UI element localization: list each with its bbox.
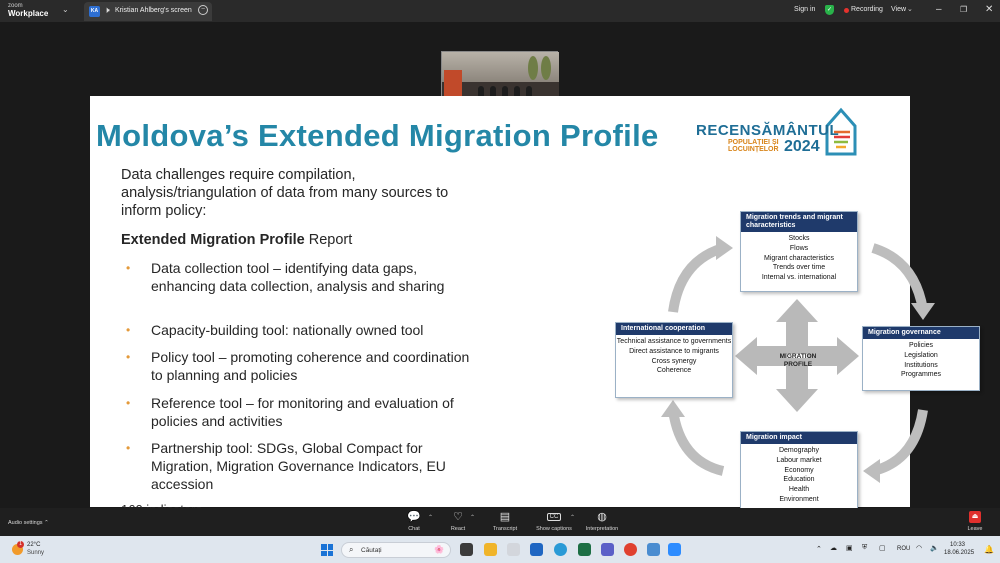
brand-line1: zoom xyxy=(8,3,23,9)
bullet-dot-icon: • xyxy=(126,323,131,337)
chrome-icon[interactable] xyxy=(624,543,637,556)
zoom-title-bar xyxy=(0,0,1000,22)
chevron-up-icon[interactable]: ⌃ xyxy=(570,515,576,521)
box-title: Migration governance xyxy=(863,327,979,339)
tab-close-icon[interactable]: − xyxy=(198,5,208,15)
bullet-dot-icon: • xyxy=(126,441,131,455)
census-logo-line3: LOCUINȚELOR xyxy=(728,146,779,153)
volume-icon[interactable]: 🔈 xyxy=(930,545,939,552)
box-item: Trends over time xyxy=(772,264,826,272)
minimize-icon[interactable]: – xyxy=(936,4,942,15)
file-explorer-icon[interactable] xyxy=(484,543,497,556)
box-items xyxy=(616,335,732,376)
weather-temperature[interactable]: 22°C xyxy=(27,542,41,548)
leave-button[interactable] xyxy=(962,511,988,532)
tab-avatar-badge: KA xyxy=(89,6,100,17)
outlook-icon[interactable] xyxy=(530,543,543,556)
cloud-icon[interactable]: ☁ xyxy=(830,545,837,552)
slide-title: Moldova’s Extended Migration Profile xyxy=(96,118,659,153)
census-logo-year: 2024 xyxy=(784,138,820,155)
box-title: Migration impact xyxy=(741,432,857,444)
chevron-down-icon[interactable]: ⌄ xyxy=(62,5,69,14)
center-label xyxy=(762,353,834,369)
shared-screen-tab[interactable] xyxy=(84,2,212,21)
bullet-text: Reference tool – for monitoring and evaluation of policies and activities xyxy=(151,395,454,429)
interpretation-button[interactable] xyxy=(578,511,626,532)
leave-label: Leave xyxy=(967,526,983,532)
security-shield-icon[interactable]: ✓ xyxy=(826,7,833,13)
box-item: Internal vs. international xyxy=(761,274,837,282)
chevron-up-icon[interactable]: ⌃ xyxy=(428,515,434,521)
brand-line2: Workplace xyxy=(8,9,49,18)
chat-icon: 💬 xyxy=(407,511,421,523)
close-window-icon[interactable]: ✕ xyxy=(985,4,994,15)
box-title: Migration trends and migrant characteristics xyxy=(741,212,857,232)
clock-time[interactable]: 10:33 xyxy=(950,542,966,548)
interpretation-label: Interpretation xyxy=(585,526,619,532)
speaker-icon: 🕨 xyxy=(104,5,110,15)
plant-decor xyxy=(541,56,551,80)
center-label-line2: PROFILE xyxy=(783,361,813,368)
zoom-app-icon[interactable] xyxy=(668,543,681,556)
app-tray-icon[interactable]: ▢ xyxy=(879,545,886,552)
windows-taskbar xyxy=(0,536,1000,563)
box-item: Technical assistance to governments xyxy=(616,338,732,345)
bullet-text: Capacity-building tool: nationally owned tool xyxy=(151,322,424,338)
box-item: Environment xyxy=(779,495,819,503)
bullet-text: Partnership tool: SDGs, Global Compact for Migration, Migration Governance Indicators, EU accession xyxy=(151,440,446,492)
box-item: Cross synergy xyxy=(651,357,697,365)
plant-decor xyxy=(528,56,538,80)
box-item: Flows xyxy=(789,244,809,252)
chat-label: Chat xyxy=(408,526,420,532)
teams-icon[interactable] xyxy=(601,543,614,556)
box-items xyxy=(863,339,979,380)
captions-icon-label: CC xyxy=(547,513,562,521)
wifi-icon[interactable]: ◠ xyxy=(916,545,923,552)
network-icon[interactable]: ▣ xyxy=(846,545,853,552)
box-item: Programmes xyxy=(900,371,942,379)
box-migration-trends xyxy=(740,211,858,292)
box-item: Institutions xyxy=(904,361,938,369)
windows-start-icon[interactable] xyxy=(321,544,333,556)
box-item: Policies xyxy=(908,342,934,349)
notification-bell-icon[interactable]: 🔔 xyxy=(984,545,994,554)
show-captions-label: Show captions xyxy=(536,526,572,532)
language-indicator[interactable]: ROU xyxy=(897,546,911,552)
security-icon[interactable]: ⛨ xyxy=(862,544,868,551)
recording-label[interactable]: Recording xyxy=(851,6,883,13)
chevron-up-icon[interactable]: ⌃ xyxy=(470,515,476,521)
edge-icon[interactable] xyxy=(554,543,567,556)
leave-icon: ⏏ xyxy=(969,511,981,523)
clock-date[interactable]: 18.06.2025 xyxy=(944,550,975,556)
task-view-icon[interactable] xyxy=(460,543,473,556)
report-heading-bold: Extended Migration Profile xyxy=(121,232,305,248)
weather-description[interactable]: Sunny xyxy=(27,550,45,556)
taskbar-search[interactable] xyxy=(341,542,451,558)
bullet-dot-icon: • xyxy=(126,396,131,410)
chevron-down-icon[interactable]: ⌄ xyxy=(907,6,913,13)
app-icon[interactable] xyxy=(647,543,660,556)
box-item: Education xyxy=(783,476,815,484)
tray-overflow-chevron-icon[interactable]: ⌃ xyxy=(816,546,822,553)
view-button[interactable]: View xyxy=(891,6,907,13)
react-label: React xyxy=(450,526,466,532)
box-item: Coherence xyxy=(656,367,692,375)
shared-slide xyxy=(90,96,942,507)
chevron-up-icon[interactable]: ⌃ xyxy=(44,520,49,526)
box-title: International cooperation xyxy=(616,323,732,335)
bullet-text: Data collection tool – identifying data gaps, enhancing data collection, analysis and sharing xyxy=(151,260,445,294)
sign-in-link[interactable]: Sign in xyxy=(794,6,816,13)
box-item: Demography xyxy=(778,447,820,454)
excel-icon[interactable] xyxy=(578,543,591,556)
intro-paragraph: Data challenges require compilation, analysis/triangulation of data from many sources to inform policy: xyxy=(121,167,449,219)
transcript-icon: ▤ xyxy=(499,511,511,523)
search-placeholder: Căutați xyxy=(361,547,382,554)
search-highlight-icon: 🌸 xyxy=(434,545,444,554)
audio-settings-label: Audio settings xyxy=(8,520,43,526)
search-icon: ⌕ xyxy=(349,545,354,554)
box-item: Labour market xyxy=(776,456,822,464)
center-label-line1: MIGRATION xyxy=(779,353,817,360)
weather-notification-badge: 1 xyxy=(17,541,24,548)
box-item: Economy xyxy=(784,466,814,474)
box-items xyxy=(741,232,857,283)
bullet-dot-icon: • xyxy=(126,261,131,275)
stage-screen xyxy=(444,70,462,96)
bullet-dot-icon: • xyxy=(126,350,131,364)
recording-dot-icon xyxy=(844,8,849,13)
box-item: Direct assistance to migrants xyxy=(629,347,719,355)
store-icon[interactable] xyxy=(507,543,520,556)
box-items xyxy=(741,444,857,505)
report-heading xyxy=(121,231,352,249)
audio-settings-button[interactable] xyxy=(8,520,49,526)
restore-icon[interactable]: ❐ xyxy=(960,5,968,14)
box-migration-governance xyxy=(862,326,980,391)
heart-icon: ♡ xyxy=(453,511,463,523)
box-item: Health xyxy=(788,486,810,494)
globe-icon: ◍ xyxy=(597,511,607,523)
report-heading-rest: Report xyxy=(304,232,353,248)
bullet-text: Policy tool – promoting coherence and coordination to planning and policies xyxy=(151,349,470,383)
tab-label: Kristian Ahlberg's screen xyxy=(115,7,192,14)
box-item: Legislation xyxy=(904,351,938,359)
census-logo-word: RECENSĂMÂNTUL xyxy=(696,122,840,139)
census-logo-line2: POPULAȚIEI ȘI xyxy=(728,139,779,146)
migration-profile-diagram xyxy=(520,206,942,507)
box-item: Stocks xyxy=(788,235,810,242)
meeting-toolbar xyxy=(0,508,1000,536)
box-international-cooperation xyxy=(615,322,733,398)
zoom-workplace-logo[interactable] xyxy=(8,2,48,18)
transcript-label: Transcript xyxy=(492,526,518,532)
census-logo xyxy=(696,104,856,156)
transcript-button[interactable] xyxy=(481,511,529,532)
box-item: Migrant characteristics xyxy=(763,254,835,262)
